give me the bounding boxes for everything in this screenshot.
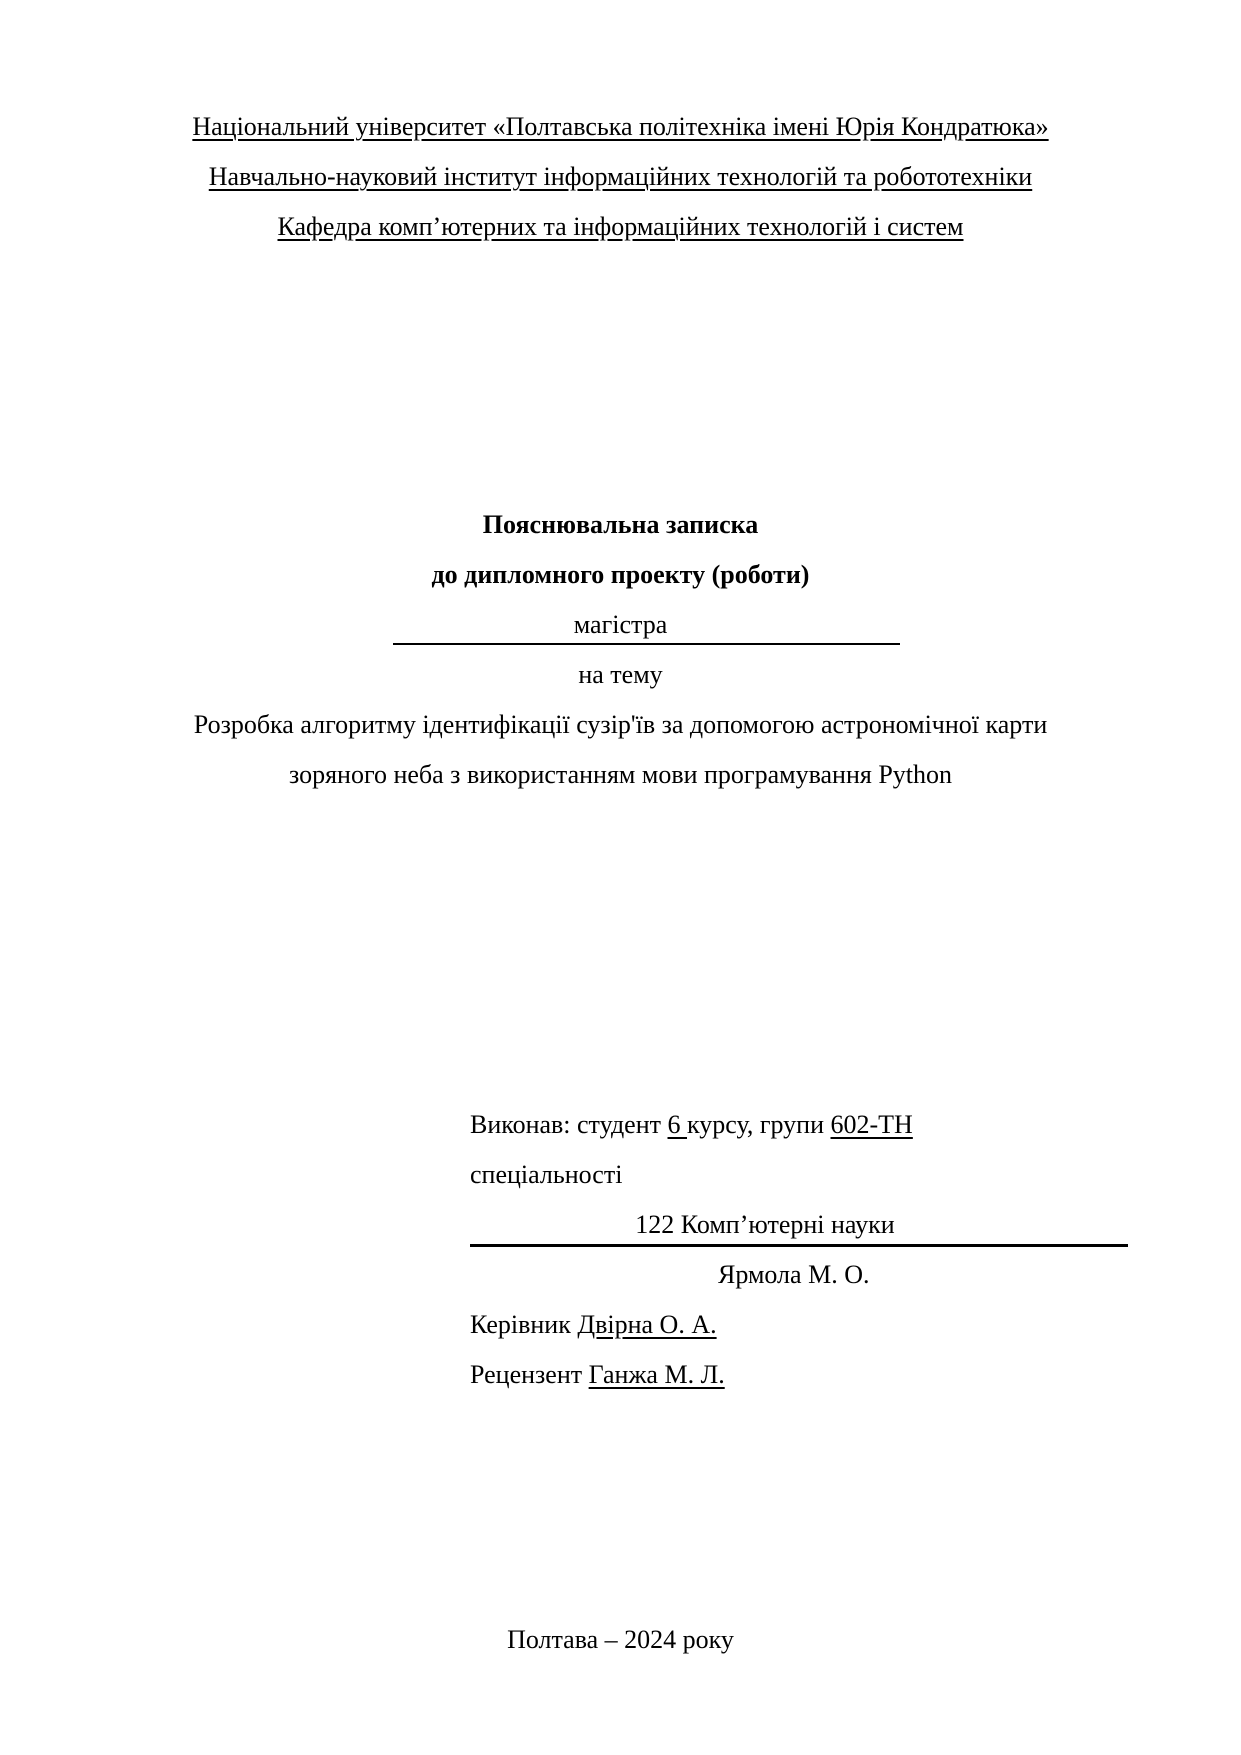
institute-name: Навчально-науковий інститут інформаційних технологій та робототехніки: [208, 162, 1033, 191]
degree-underline: [393, 643, 900, 645]
student-info: Виконав: студент 6 курсу, групи 602-ТН: [470, 1110, 913, 1139]
reviewer-name: Ганжа М. Л.: [588, 1360, 725, 1389]
specialty-underline: [470, 1244, 1128, 1247]
department-name: Кафедра комп’ютерних та інформаційних технологій і систем: [277, 212, 964, 241]
topic-line-1: Розробка алгоритму ідентифікації сузір'їв за допомогою астрономічної карти: [193, 710, 1048, 739]
course-number: 6: [667, 1110, 687, 1139]
specialty-label: спеціальності: [470, 1160, 623, 1189]
supervisor-name: Двірна О. А.: [577, 1310, 717, 1339]
city-year: Полтава – 2024 року: [507, 1625, 734, 1654]
specialty: 122 Комп’ютерні науки: [635, 1210, 895, 1239]
student-name: Ярмола М. О.: [718, 1260, 870, 1289]
on-topic-label: на тему: [578, 660, 663, 689]
reviewer-line: Рецензент Ганжа М. Л.: [470, 1360, 725, 1389]
topic-line-2: зоряного неба з використанням мови програмування Python: [288, 760, 953, 789]
document-subtitle: до дипломного проекту (роботи): [431, 560, 810, 589]
group-code: 602-ТН: [830, 1110, 913, 1139]
supervisor-line: Керівник Двірна О. А.: [470, 1310, 717, 1339]
degree: магістра: [573, 610, 668, 639]
document-title: Пояснювальна записка: [482, 510, 759, 539]
university-name: Національний університет «Полтавська політехніка імені Юрія Кондратюка»: [192, 112, 1049, 141]
